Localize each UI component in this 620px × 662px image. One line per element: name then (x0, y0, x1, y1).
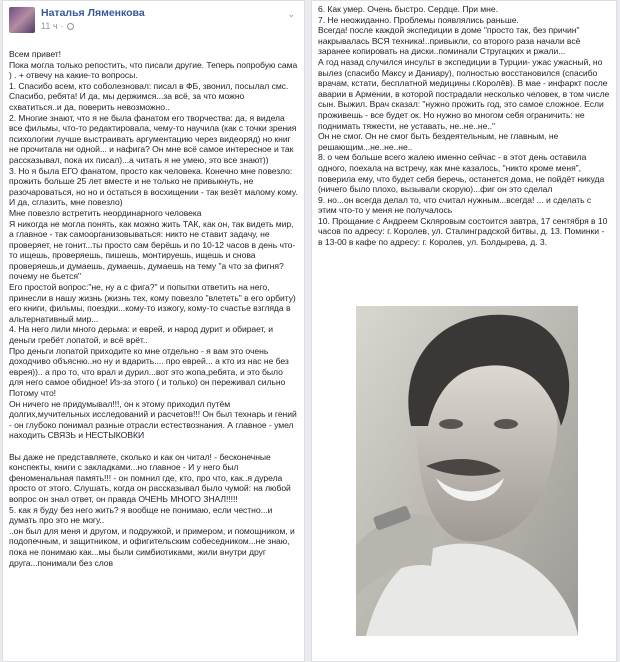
post-column-left (2, 0, 305, 662)
post-text-left: Всем привет! Пока могла только репостить, что писали другие. Теперь попробую сама ) . + отвечу на какие-то вопросы. 1. Спасибо всем, кто соболезновал: писал в ФБ, звонил, посылал смс. Спасибо, ребята! И да, мы держимся...за всё, за что можно схватиться..и да, поверить невозможно.. 2. Многие знают, что я не была фанатом его творчества: да, я видела все фильмы, что-то редактировала, чему-то научила (как с точки зрения психологии лучше выстраивать аргументацию через видеоряд) но книг не прочитала ни одной... и нафига? Он мне всё самое интересное и так рассказывал, пока их писал)...а читать я не умею, это все знают)) 3. Но я была ЕГО фанатом, просто как человека. Конечно мне повезло: прожить больше 25 лет вместе и не только не привыкнуть, не разочароваться, но но и остаться в восхищении - так везёт малому кому. И да, сглазить, мне повезло) Мне повезло встретить неординарного человека Я никогда не могла понять, как можно жить ТАК, как он, так видеть мир, а главное - так самоорганизовываться: никто не ставит задачу, не проверяет, не гонит...ты просто сам берёшь и по 10-12 часов в день что-то ищешь, проверяешь, пишешь, монтируешь, ищешь и снова проверяешь,и думаешь, думаешь, думаешь на тему "а что за фигня? почему не бьется" Его простой вопрос:"не, ну а с фига?" и попытки ответить на него, принесли в нашу жизнь (жизнь тех, кому повезло "влететь" в его орбиту) его книги, фильмы, поездки...кому-то изжогу, кому-то счастье взгляда в альтернативный мир... 4. На него лили много дерьма: и еврей, и народ дурит и обирает, и деньги гребёт лопатой, и всё врёт.. Про деньги лопатой приходите ко мне отдельно - я вам это очень доходчиво объясню..но ну и вдарить.... про еврей... а кто из нас не без еврея)).. а про то, что врал и дурил...вот это жопа,ребята, и это было для него самое обидное! Из-за этого ( и только) он переживал сильно Потому что! Он ничего не придумывал!!!, он к этому приходил путём долгих,мучительных исследований и расчетов!!! Он был технарь и гений - он глубоко понимал разные отрасли естествознания. А главное - умел находить СВЯЗЬ и НЕСТЫКОВКИ Вы даже не представляете, сколько и как он читал! - бесконечные конспекты, книги с закладками...но главное - И у него был феноменальная память!!! - он помнил где, кто, про что, как..я дурела просто от этого. Слушать, когда он рассказывал было чумой: на любой вопрос он знал ответ, он правда ОЧЕНЬ МНОГО ЗНАЛ!!!!! 5. как я буду без него жить? я вообще не понимаю, если честно...и думать про это не могу.. ..он был для меня и другом, и подружкой, и примером, и помощником, и подопечным, и защитником, и офигительским собеседником...не знаю, пока не понимаю как...мы были симбиотиками, жили внутри друг друга...понимали без слов (9, 49, 298, 568)
globe-icon (67, 23, 74, 30)
chevron-down-icon[interactable]: ⌄ (287, 9, 295, 19)
post-time[interactable]: 11 ч (41, 21, 58, 31)
author-block (41, 7, 145, 33)
portrait-photo (356, 306, 578, 636)
post-header (9, 7, 299, 49)
post-column-right (311, 0, 617, 662)
portrait-photo-illustration (356, 306, 578, 636)
post-text-right: 6. Как умер. Очень быстро. Сердце. При мне. 7. Не неожиданно. Проблемы появлялись раньше. Всегда! после каждой экспедиции в доме "просто так, без причин" накрывалась ВСЯ техника!..привыкли, со второго раза начали всё заранее копировать на диски..поминали Стругацких и ржали... А год назад случился инсульт в экспедиции в Турции- ужас ужасный, но вылез (спасибо Максу и Даниару), полностью восстановился (спасибо врачам, кстати, бесплатной медицины г.Королёв). В мае - инфаркт после аварии в Армении, в которой пострадали несколько человек, в том числе сын. Выжил. Врач сказал: "нужно прожить год, это самое сложное. Если проживешь - все будет ок. Но нужно во многом себя ограничить: не поднимать тяжести, не уставать, не..не..не.." Он не смог. Он не смог быть бездеятельным, не главным, не решающим...не..не..не.. 8. о чем больше всего жалею именно сейчас - в этот день оставила одного, поехала на встречу, как мне казалось, "никто кроме меня", поверила ему, что будет себя беречь, останется дома, не пойдёт никуда (ничего было плохо, вызывали скорую)...фиг он это сделал 9. но...он всегда делал то, что считал нужным...всегда! ... и сделать с этим что-то у меня не получалось 10. Прощание с Андреем Скляровым состоится завтра, 17 сентября в 10 часов по адресу: г. Королев, ул. Сталинградской битвы, д. 13. Поминки - в 13-00 в кафе по адресу: г. Королев, ул. Болдырева, д. 3. (318, 4, 610, 248)
post-meta: 11 ч · (41, 20, 145, 33)
author-name[interactable]: Наталья Ляменкова (41, 7, 145, 19)
avatar[interactable] (9, 7, 35, 33)
